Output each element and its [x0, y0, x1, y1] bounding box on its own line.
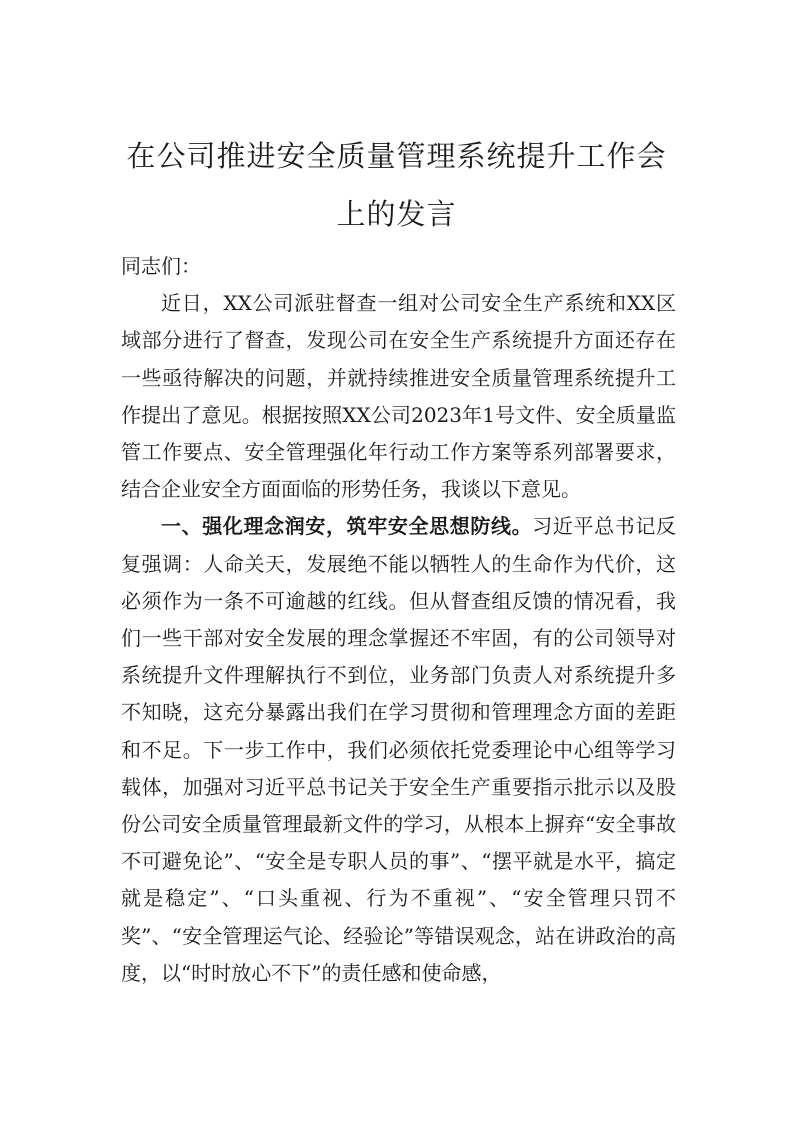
paragraph-intro: 近日，XX公司派驻督查一组对公司安全生产系统和XX区域部分进行了督查，发现公司在安全生产系统提升方面还存在一些亟待解决的问题，并就持续推进安全质量管理系统提升工作提出了意见。根据按照XX公司2023年1号文件、安全质量监管工作要点、安全管理强化年行动工作方案等系列部署要求，结合企业安全方面面临的形势任务，我谈以下意见。 [121, 291, 676, 502]
document-body [121, 248, 676, 992]
salutation: 同志们： [121, 254, 201, 278]
document-title-line-2: 上的发言 [336, 197, 457, 231]
document-title-line-1: 在公司推进安全质量管理系统提升工作会 [126, 139, 667, 173]
paragraph-section-1 [121, 508, 676, 992]
section-1-heading: 一、强化理念润安，筑牢安全思想防线。 [161, 514, 533, 539]
section-1-body: 习近平总书记反复强调：人命关天，发展绝不能以牺牲人的生命作为代价，这必须作为一条不可逾越的红线。但从督查组反馈的情况看，我们一些干部对安全发展的理念掌握还不牢固，有的公司领导对系统提升文件理解执行不到位，业务部门负责人对系统提升多不知晓，这充分暴露出我们在学习贯彻和管理理念方面的差距和不足。下一步工作中，我们必须依托党委理论中心组等学习载体，加强对习近平总书记关于安全生产重要指示批示以及股份公司安全质量管理最新文件的学习，从根本上摒弃“安全事故不可避免论”、“安全是专职人员的事”、“摆平就是水平，搞定就是稳定”、“口头重视、行为不重视”、“安全管理只罚不奖”、“安全管理运气论、经验论”等错误观念，站在讲政治的高度，以“时时放心不下”的责任感和使命感， [121, 514, 676, 985]
